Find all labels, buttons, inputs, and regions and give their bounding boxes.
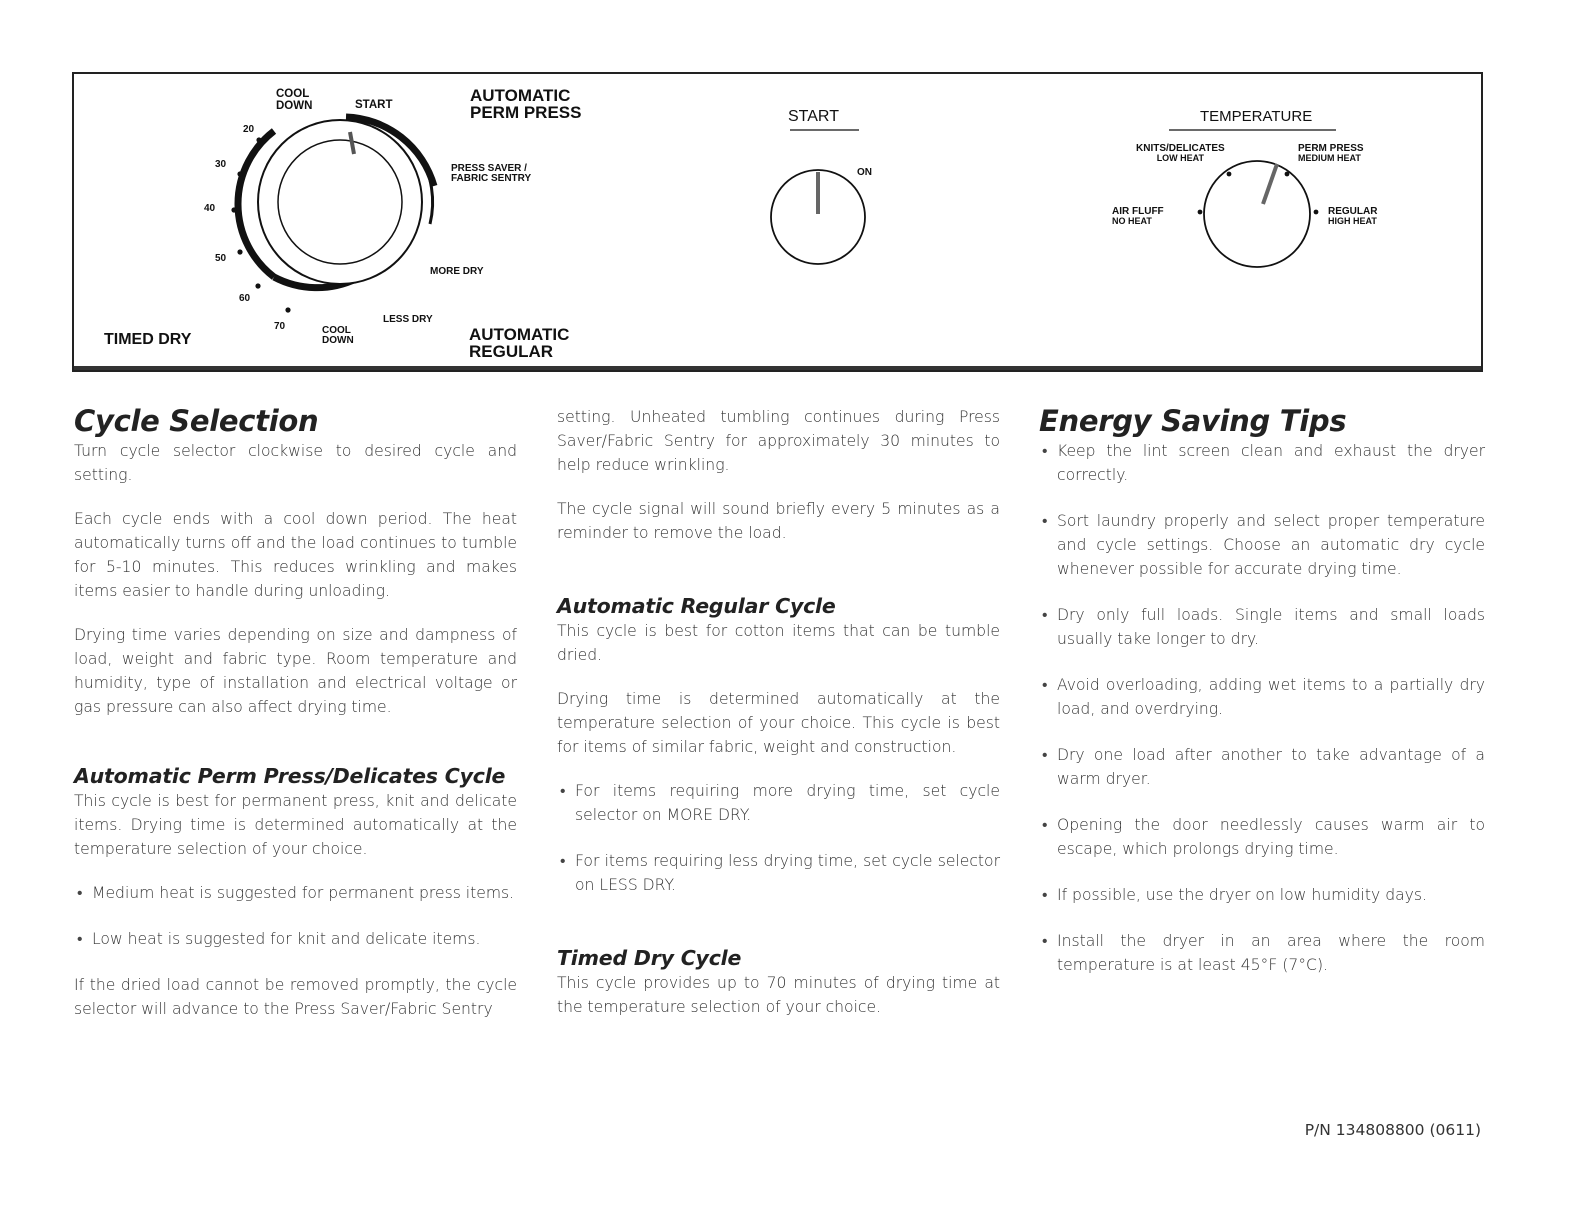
regular-bullets (557, 779, 1000, 897)
cycle-signal-paragraph: The cycle signal will sound briefly every 5 minutes as a reminder to remove the load. (557, 500, 1000, 542)
start-on-label: ON (857, 167, 872, 178)
knits-delicates-label: KNITS/DELICATES LOW HEAT (1136, 143, 1225, 163)
timed-dry-label: TIMED DRY (104, 331, 192, 348)
press-saver-continued: setting. Unheated tumbling continues during Press Saver/Fabric Sentry for approximately 30 minutes to help reduce wrinkling. (557, 408, 1000, 474)
perm-press-heading: Automatic Perm Press/Delicates Cycle (74, 764, 506, 788)
start-position-label: START (355, 99, 393, 111)
automatic-perm-press-label: AUTOMATIC PERM PRESS (470, 86, 582, 122)
start-knob (771, 130, 865, 264)
minute-40: 40 (204, 203, 216, 214)
press-saver-paragraph: If the dried load cannot be removed promptly, the cycle selector will advance to the Press Saver/Fabric Sentry (74, 976, 517, 1018)
perm-press-paragraph: This cycle is best for permanent press, knit and delicate items. Drying time is determined automatically at the temperature selection of your choice. (74, 792, 517, 858)
cycle-paragraph-2: Each cycle ends with a cool down period. The heat automatically turns off and the load continues to tumble for 5-10 minutes. This reduces wrinkling and makes items easier to handle during unloading. (74, 510, 517, 600)
cool-down-bottom-label: COOL DOWN (322, 325, 354, 346)
perm-press-medium-label: PERM PRESS MEDIUM HEAT (1298, 143, 1364, 163)
list-item: • Avoid overloading, adding wet items to a partially dry load, and overdrying. (1039, 673, 1485, 721)
list-item: • If possible, use the dryer on low humidity days. (1039, 883, 1485, 907)
list-item: • Opening the door needlessly causes warm air to escape, which prolongs drying time. (1039, 813, 1485, 861)
list-item: • Keep the lint screen clean and exhaust the dryer correctly. (1039, 439, 1485, 487)
column-energy-saving-tips (1039, 403, 1485, 999)
energy-tips-list (1039, 439, 1485, 977)
minute-20: 20 (243, 124, 255, 135)
minute-70: 70 (274, 321, 286, 332)
automatic-regular-heading: Automatic Regular Cycle (557, 594, 836, 618)
cycle-paragraph-1: Turn cycle selector clockwise to desired cycle and setting. (74, 442, 517, 484)
regular-high-label: REGULAR HIGH HEAT (1328, 206, 1378, 226)
list-item: • Low heat is suggested for knit and delicate items. (74, 927, 517, 951)
list-item: • Dry only full loads. Single items and small loads usually take longer to dry. (1039, 603, 1485, 651)
temperature-knob-circle (1204, 161, 1310, 267)
cool-down-top-label: COOL DOWN (276, 88, 313, 112)
timed-dry-paragraph: This cycle provides up to 70 minutes of drying time at the temperature selection of your choice. (557, 974, 1000, 1016)
timed-dry-heading: Timed Dry Cycle (557, 946, 742, 970)
energy-saving-heading: Energy Saving Tips (1039, 404, 1347, 438)
less-dry-label: LESS DRY (383, 314, 433, 325)
regular-paragraph-2: Drying time is determined automatically at the temperature selection of your choice. This cycle is best for items of similar fabric, weight and construction. (557, 690, 1000, 756)
cycle-paragraph-3: Drying time varies depending on size and dampness of load, weight and fabric type. Room temperature and humidity, type of installation and electrical voltage or gas pressure can also affect drying time. (74, 626, 517, 716)
perm-press-bullets (74, 881, 517, 951)
more-dry-label: MORE DRY (430, 266, 484, 277)
column-cycle-selection (74, 403, 517, 1041)
start-title: START (788, 108, 839, 125)
cycle-knob-inner (278, 140, 402, 264)
cycle-selection-heading: Cycle Selection (74, 404, 319, 438)
press-saver-label: PRESS SAVER / FABRIC SENTRY (451, 163, 532, 184)
list-item: • Medium heat is suggested for permanent press items. (74, 881, 517, 905)
minute-30: 30 (215, 159, 227, 170)
control-panel-diagram (72, 72, 1483, 372)
air-fluff-label: AIR FLUFF NO HEAT (1112, 206, 1164, 226)
part-number: P/N 134808800 (0611) (1304, 1121, 1481, 1139)
minute-60: 60 (239, 293, 251, 304)
list-item: • Install the dryer in an area where the room temperature is at least 45°F (7°C). (1039, 929, 1485, 977)
list-item: • Dry one load after another to take advantage of a warm dryer. (1039, 743, 1485, 791)
minute-50: 50 (215, 253, 227, 264)
automatic-regular-label: AUTOMATIC REGULAR (469, 325, 570, 361)
list-item: • For items requiring more drying time, set cycle selector on MORE DRY. (557, 779, 1000, 827)
list-item: • For items requiring less drying time, set cycle selector on LESS DRY. (557, 849, 1000, 897)
cycle-selector-knob (231, 117, 434, 313)
list-item: • Sort laundry properly and select proper temperature and cycle settings. Choose an automatic dry cycle whenever possible for accurate drying time. (1039, 509, 1485, 581)
temperature-title: TEMPERATURE (1200, 108, 1313, 125)
column-automatic-cycles (557, 405, 1000, 1039)
regular-paragraph-1: This cycle is best for cotton items that can be tumble dried. (557, 622, 1000, 664)
